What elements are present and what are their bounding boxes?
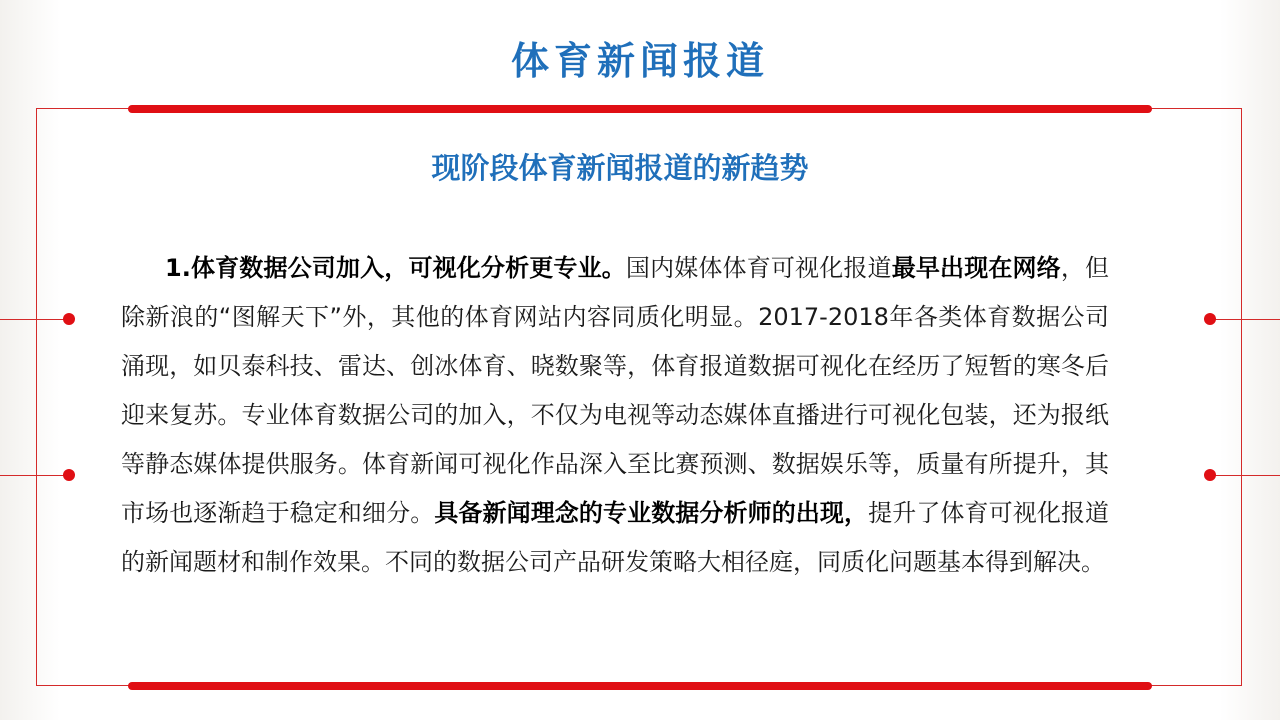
right-connector-dot-lower [1204,469,1216,481]
body-text-3: 提升了体育可视化报道的新闻题材和制作效果。不同的数据公司产品研发策略大相径庭，同质化问题基本得到解决。 [121,499,1110,576]
left-connector-line-upper [0,319,70,320]
body-text-2: ，但除新浪的“图解天下”外，其他的体育网站内容同质化明显。2017-2018年各类体育数据公司涌现，如贝泰科技、雷达、创冰体育、晓数聚等，体育报道数据可视化在经历了短暂的寒冬后迎来复苏。专业体育数据公司的加入，不仅为电视等动态媒体直播进行可视化包装，还为报纸等静态媒体提供服务。体育新闻可视化作品深入至比赛预测、数据娱乐等，质量有所提升，其市场也逐渐趋于稳定和细分。 [121,254,1110,527]
lead-bold-text: 1.体育数据公司加入，可视化分析更专业。 [165,254,626,282]
body-text-1: 国内媒体体育可视化报道 [625,254,892,282]
left-connector-dot-lower [63,469,75,481]
top-red-bar [128,105,1152,113]
right-connector-dot-upper [1204,313,1216,325]
section-heading: 现阶段体育新闻报道的新趋势 [431,151,809,185]
slide-title: 体育新闻报道 [510,39,769,83]
bottom-red-bar [128,682,1152,690]
right-connector-line-lower [1210,475,1280,476]
left-connector-line-lower [0,475,70,476]
body-paragraph [121,244,1109,587]
right-connector-line-upper [1210,319,1280,320]
bold-text-2: 最早出现在网络 [891,254,1061,282]
bold-text-3: 具备新闻理念的专业数据分析师的出现， [434,499,869,527]
left-connector-dot-upper [63,313,75,325]
